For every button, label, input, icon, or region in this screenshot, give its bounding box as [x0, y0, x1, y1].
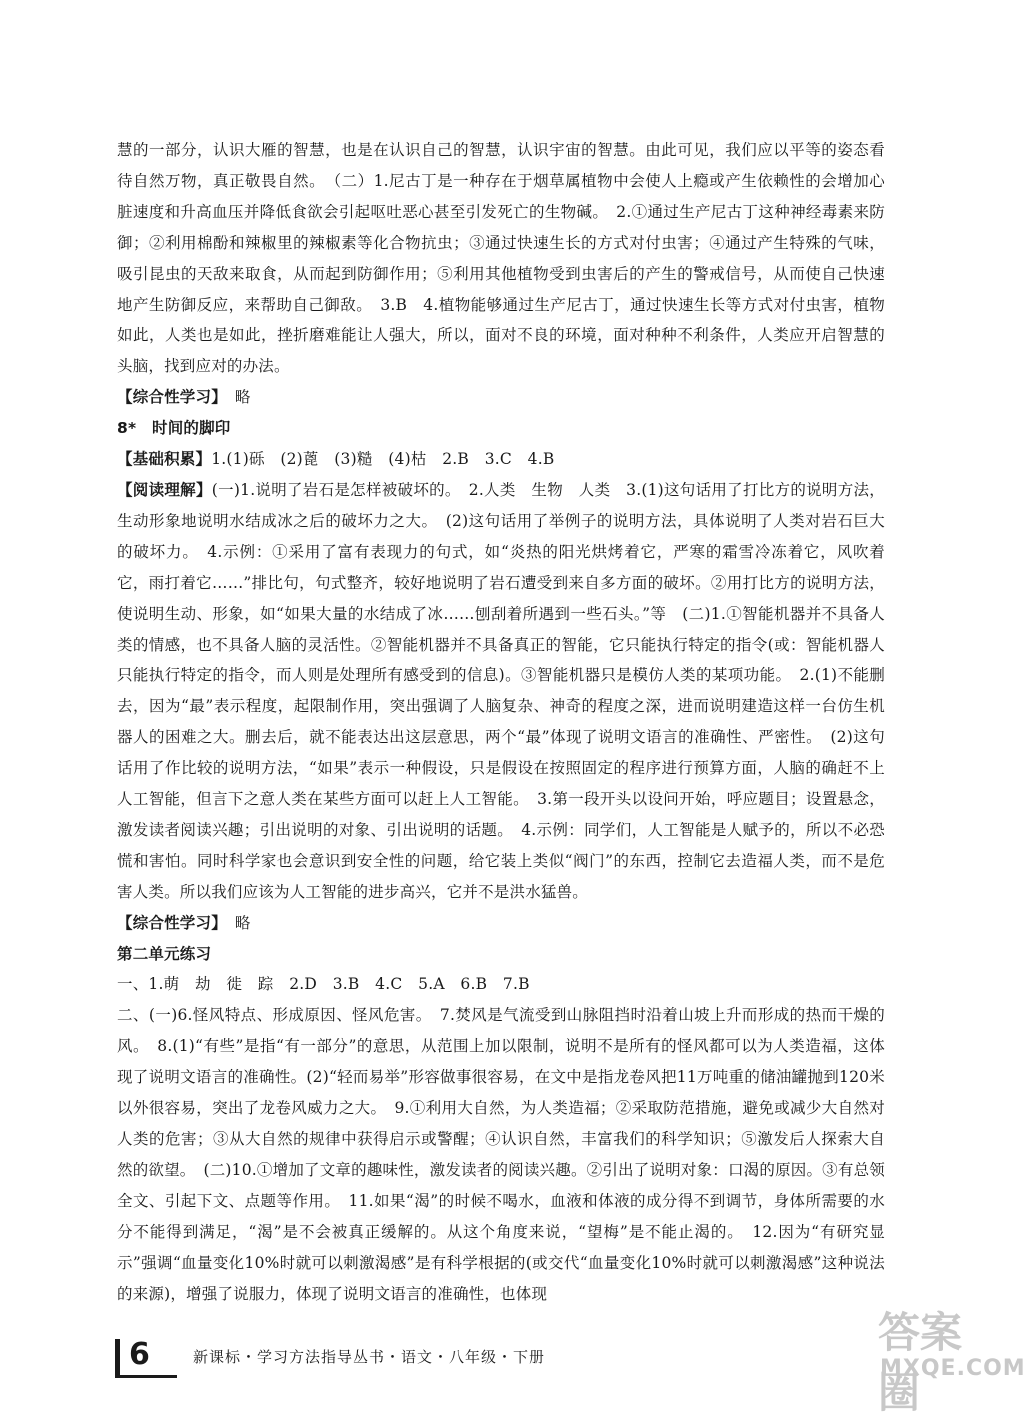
watermark-logo: 答案圈 [878, 1308, 963, 1417]
paragraph-text: 略 [219, 388, 251, 407]
paragraph [117, 1000, 885, 1309]
paragraph-text: 1.(1)砾 (2)蓖 (3)糙 (4)枯 2.B 3.C 4.B [211, 450, 555, 469]
section-label: 【阅读理解】 [117, 480, 212, 499]
watermark [878, 1300, 1026, 1417]
paragraph [117, 908, 885, 939]
paragraph [117, 382, 885, 413]
section-label: 【综合性学习】 [117, 913, 220, 932]
section-label: 【基础积累】 [117, 450, 212, 469]
paragraph-text: (一)1.说明了岩石是怎样被破坏的。 2.人类 生物 人类 3.(1)这句话用了打比方的说明方法，生动形象地说明水结成冰之后的破坏力之大。 (2)这句话用了举例子的说明方法，具体说明了人类对岩石巨大的破坏力。 4.示例：①采用了富有表现力的句式，如“炎热的阳光烘烤着它，严寒的霜雪冷冻着它，风吹着它，雨打着它……”排比句，句式整齐，较好地说明了岩石遭受到来自多方面的破坏。②用打比方的说明方法，使说明生动、形象，如“如果大量的水结成了冰……刨刮着所遇到一些石头。”等 (二)1.①智能机器并不具备人类的情感，也不具备人脑的灵活性。②智能机器并不具备真正的智能，它只能执行特定的指令(或：智能机器人只能执行特定的指令，而人则是处理所有感受到的信息)。③智能机器只是模仿人类的某项功能。 2.(1)不能删去，因为“最”表示程度，起限制作用，突出强调了人脑复杂、神奇的程度之深，进而说明建造这样一台仿生机器人的困难之大。删去后，就不能表达出这层意思，两个“最”体现了说明文语言的准确性、严密性。 (2)这句话用了作比较的说明方法，“如果”表示一种假设，只是假设在按照固定的程序进行预算方面，人脑的确赶不上人工智能，但言下之意人类在某些方面可以赶上人工智能。 3.第一段开头以设问开始，呼应题目；设置悬念，激发读者阅读兴趣；引出说明的对象、引出说明的话题。 4.示例：同学们，人工智能是人赋予的，所以不必恐慌和害怕。同时科学家也会意识到安全性的问题，给它装上类似“阀门”的东西，控制它去造福人类，而不是危害人类。所以我们应该为人工智能的进步高兴，它并不是洪水猛兽。 [117, 480, 886, 901]
paragraph-text: 略 [219, 913, 251, 932]
section-label: 【综合性学习】 [117, 388, 220, 407]
footer-underline [115, 1375, 177, 1378]
paragraph [117, 135, 885, 382]
page-footer [115, 1335, 915, 1385]
unit-heading: 第二单元练习 [117, 944, 212, 963]
series-title: 新课标・学习方法指导丛书・语文・八年级・下册 [193, 1348, 546, 1366]
paragraph [117, 969, 885, 1000]
page-number: 6 [129, 1337, 150, 1372]
paragraph [117, 444, 885, 475]
paragraph [117, 475, 885, 908]
footer-bar [115, 1339, 120, 1377]
paragraph-text: 慧的一部分，认识大雁的智慧，也是在认识自己的智慧，认识宇宙的智慧。由此可见，我们应以平等的姿态看待自然万物，真正敬畏自然。 （二）1.尼古丁是一种存在于烟草属植物中会使人上瘾或产生依赖性的会增加心脏速度和升高血压并降低食欲会引起呕吐恶心甚至引发死亡的生物碱。 2.①通过生产尼古丁这种神经毒素来防御；②利用棉酚和辣椒里的辣椒素等化合物抗虫；③通过快速生长的方式对付虫害；④通过产生特殊的气味，吸引昆虫的天敌来取食，从而起到防御作用；⑤利用其他植物受到虫害后的产生的警戒信号，从而使自己快速地产生防御反应，来帮助自己御敌。 3.B 4.植物能够通过生产尼古丁，通过快速生长等方式对付虫害，植物如此，人类也是如此，挫折磨难能让人强大，所以，面对不良的环境，面对种种不利条件，人类应开启智慧的头脑，找到应对的办法。 [117, 141, 885, 376]
paragraph-text: 一、1.萌 劫 徙 踪 2.D 3.B 4.C 5.A 6.B 7.B [117, 975, 530, 994]
answer-content [117, 135, 885, 1309]
watermark-url: MXQE.COM [880, 1356, 1026, 1381]
paragraph-text: 二、(一)6.怪风特点、形成原因、怪风危害。 7.焚风是气流受到山脉阻挡时沿着山坡上升而形成的热而干燥的风。 8.(1)“有些”是指“有一部分”的意思，从范围上加以限制，说明不是所有的怪风都可以为人类造福，这体现了说明文语言的准确性。(2)“轻而易举”形容做事很容易，在文中是指龙卷风把11万吨重的储油罐抛到120米以外很容易，突出了龙卷风威力之大。 9.①利用大自然，为人类造福；②采取防范措施，避免或减少大自然对人类的危害；③从大自然的规律中获得启示或警醒；④认识自然，丰富我们的科学知识；⑤激发后人探索大自然的欲望。 (二)10.①增加了文章的趣味性，激发读者的阅读兴趣。②引出了说明对象：口渴的原因。③有总领全文、引起下文、点题等作用。 11.如果“渴”的时候不喝水，血液和体液的成分得不到调节，身体所需要的水分不能得到满足，“渴”是不会被真正缓解的。从这个角度来说，“望梅”是不能止渴的。 12.因为“有研究显示”强调“血量变化10%时就可以刺激渴感”是有科学根据的(或交代“血量变化10%时就可以刺激渴感”这种说法的来源)，增强了说服力，体现了说明文语言的准确性，也体现 [117, 1006, 885, 1303]
lesson-heading: 8* 时间的脚印 [117, 419, 231, 438]
